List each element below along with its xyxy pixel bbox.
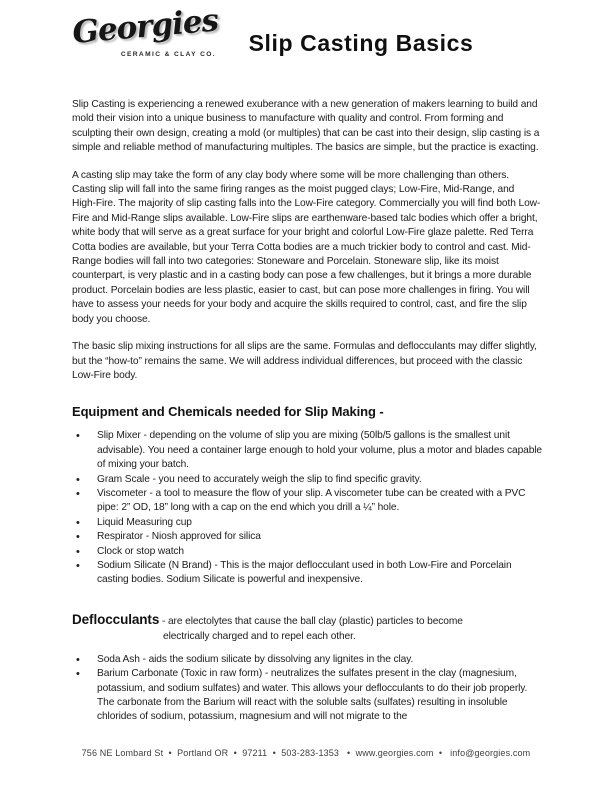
georgies-logo-tagline: CERAMIC & CLAY CO. <box>120 51 216 58</box>
list-item: • Soda Ash - aids the sodium silicate by dissolving any lignites in the clay. <box>72 653 542 667</box>
deflocculants-list <box>72 653 542 725</box>
page-title: Slip Casting Basics <box>248 30 474 56</box>
deflocculants-heading-line1 <box>72 612 542 629</box>
mixing-instructions-paragraph: The basic slip mixing instructions for all slips are the same. Formulas and deflocculants may differ slightly, but the “how-to” remains the same. We will address individual differences, but proceed with the classic Low-Fire body. <box>72 341 540 381</box>
deflocculants-definition-line2: electrically charged and to repel each other. <box>163 630 356 642</box>
casting-slip-paragraph: A casting slip may take the form of any clay body where some will be more challenging than others. Casting slip will fall into the same firing ranges as the moist pugged clays; Low-Fire, Mid-Range, and High-Fire. The majority of slip casting falls into the Low-Fire category. Commercially you will find both Low-Fire and Mid-Range slips available. Low-Fire slips are earthenware-based talc bodies which offer a bright, white body that will serve as a great surface for your bright and colorful Low-Fire glaze palette. Red Terra Cotta bodies are available, but your Terra Cotta bodies are a much trickier body to control and cast. Mid-Range bodies will fall into two categories: Stoneware and Porcelain. Stoneware slip, like its moist counterpart, is very plastic and in a casting body can pose a few challenges, but it brings a more durable product. Porcelain bodies are less plastic, easier to cast, but can pose more challenges in firing. You will have to assess your needs for your body and acquire the skills required to control, cast, and fire the slip body you choose. <box>72 169 541 325</box>
equipment-section-heading: Equipment and Chemicals needed for Slip Making - <box>72 404 384 420</box>
list-item: • Liquid Measuring cup <box>72 516 542 530</box>
list-item: • Barium Carbonate (Toxic in raw form) - neutralizes the sulfates present in the clay (magnesium, potassium, and sodium sulfates) and water. This allows your deflocculants to do their job properly. The carbonate from the Barium will react with the soluble salts (sulfates) resulting in insoluble chlorides of sodium, potassium, magnesium and will not migrate to the <box>72 667 542 725</box>
document-body <box>0 96 612 725</box>
list-item: • Respirator - Niosh approved for silica <box>72 530 542 544</box>
list-item: • Viscometer - a tool to measure the flow of your slip. A viscometer tube can be created with a PVC pipe: 2” OD, 18” long with a cap on the end which you drill a ¼” hole. <box>72 487 542 516</box>
list-item: • Gram Scale - you need to accurately weigh the slip to find specific gravity. <box>72 473 542 487</box>
georgies-logo-script: Georgies <box>70 2 220 51</box>
intro-paragraph: Slip Casting is experiencing a renewed exuberance with a new generation of makers learning to build and mold their vision into a unique business to manufacture with quality and control. From forming and sculpting their own design, creating a mold (or multiples) that can be cast into their design, slip casting is a simple and reliable method of manufacturing multiples. The basics are simple, but the practice is exacting. <box>72 99 543 154</box>
deflocculants-section-heading <box>72 612 542 644</box>
deflocculants-definition: - are electolytes that cause the ball clay (plastic) particles to become <box>159 615 463 627</box>
document-header <box>0 0 612 96</box>
equipment-list <box>72 429 545 587</box>
list-item: • Sodium Silicate (N Brand) - This is the major deflocculant used in both Low-Fire and Porcelain casting bodies. Sodium Silicate is powerful and inexpensive. <box>72 559 542 588</box>
footer-contact-line: 756 NE Lombard St • Portland OR • 97211 • 503-283-1353 • www.georgies.com • info@georgies.com <box>81 748 531 758</box>
deflocculants-term: Deflocculants <box>72 611 160 627</box>
list-item: • Slip Mixer - depending on the volume of slip you are mixing (50lb/5 gallons is the smallest unit advisable). You need a container large enough to hold your volume, plus a motor and blades capable of mixing your batch. <box>72 429 542 472</box>
list-item: • Clock or stop watch <box>72 545 542 559</box>
